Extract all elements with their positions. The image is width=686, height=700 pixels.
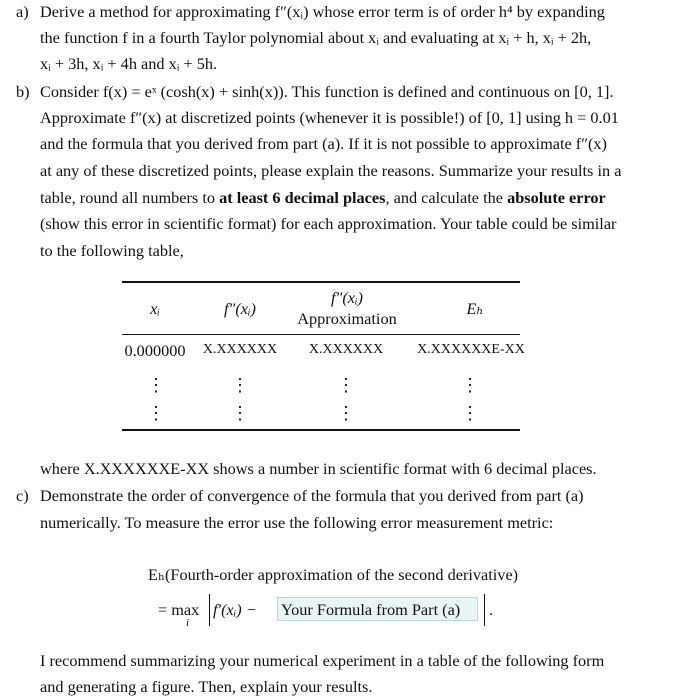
table-ellipsis-col-1b: ⋮: [147, 403, 165, 423]
table-header-rule: [122, 334, 520, 335]
closing-line-1: I recommend summarizing your numerical experiment in a table of the following form: [40, 651, 605, 670]
table-header-approximation: Approximation: [297, 309, 397, 328]
item-a-line-2: the function f in a fourth Taylor polynomial about xᵢ and evaluating at xᵢ + h, xᵢ + 2h,: [40, 28, 592, 47]
metric-period: .: [489, 600, 494, 619]
table-cell-approx: X.XXXXXX: [308, 342, 384, 357]
table-header-eh: Eₕ: [466, 299, 484, 318]
scientific-format-note: where X.XXXXXXE-XX shows a number in scientific format with 6 decimal places.: [40, 459, 597, 478]
item-b-line-3: and the formula that you derived from part (a). If it is not possible to approximate f″(x): [40, 134, 607, 153]
closing-line-2: and generating a figure. Then, explain your results.: [40, 677, 373, 696]
item-b-line-6: (show this error in scientific format) for each approximation. Your table could be similar: [40, 214, 617, 233]
table-ellipsis-col-1: ⋮: [147, 375, 165, 395]
item-a-marker: a): [16, 2, 29, 21]
table-ellipsis-col-3b: ⋮: [337, 403, 355, 423]
table-ellipsis-col-4: ⋮: [461, 375, 479, 395]
table-ellipsis-col-3: ⋮: [337, 375, 355, 395]
table-header-f2-approx-top: f″(xᵢ): [331, 288, 363, 307]
item-b-line-5: [40, 188, 606, 208]
table-header-f2: f″(xᵢ): [224, 299, 256, 318]
item-b-line-7: to the following table,: [40, 241, 184, 260]
your-formula-label: Your Formula from Part (a): [281, 600, 461, 619]
table-cell-error: X.XXXXXXE-XX: [417, 342, 525, 357]
item-b-line-2: Approximate f″(x) at discretized points (whenever it is possible!) of [0, 1] using h = 0.01: [40, 108, 619, 127]
item-a-line-1: Derive a method for approximating f″(xᵢ) whose error term is of order h⁴ by expanding: [40, 2, 605, 21]
item-c-line-1: Demonstrate the order of convergence of the formula that you derived from part (a): [40, 486, 584, 505]
item-b-line-5-mid: , and calculate the: [385, 188, 508, 207]
metric-derivative: f′(xᵢ) −: [213, 600, 257, 619]
item-b-line-1: Consider f(x) = eˣ (cosh(x) + sinh(x)). This function is defined and continuous on [0, 1].: [40, 82, 614, 101]
table-bottom-rule: [122, 429, 520, 431]
item-b-line-5-text: table, round all numbers to: [40, 188, 220, 207]
table-cell-xi: 0.000000: [124, 341, 186, 360]
metric-max-subscript: i: [186, 617, 190, 629]
decimal-places-emphasis: at least 6 decimal places: [219, 188, 386, 207]
metric-line-1: Eₕ(Fourth-order approximation of the second derivative): [148, 565, 519, 584]
item-c-marker: c): [16, 486, 29, 505]
table-header-xi: xᵢ: [150, 299, 160, 318]
item-c-line-2: numerically. To measure the error use the following error measurement metric:: [40, 513, 554, 532]
table-cell-f2: X.XXXXXX: [202, 342, 278, 357]
abs-bar-right: [484, 594, 485, 626]
table-ellipsis-col-2b: ⋮: [231, 403, 249, 423]
abs-bar-left: [209, 594, 210, 626]
metric-max: = max: [158, 600, 200, 619]
item-b-marker: b): [16, 82, 30, 101]
table-ellipsis-col-2: ⋮: [231, 375, 249, 395]
table-ellipsis-col-4b: ⋮: [461, 403, 479, 423]
item-a-line-3: xᵢ + 3h, xᵢ + 4h and xᵢ + 5h.: [40, 54, 218, 73]
table-top-rule: [122, 281, 520, 283]
absolute-error-emphasis: absolute error: [507, 188, 606, 207]
item-b-line-4: at any of these discretized points, please explain the reasons. Summarize your results in a: [40, 161, 622, 180]
